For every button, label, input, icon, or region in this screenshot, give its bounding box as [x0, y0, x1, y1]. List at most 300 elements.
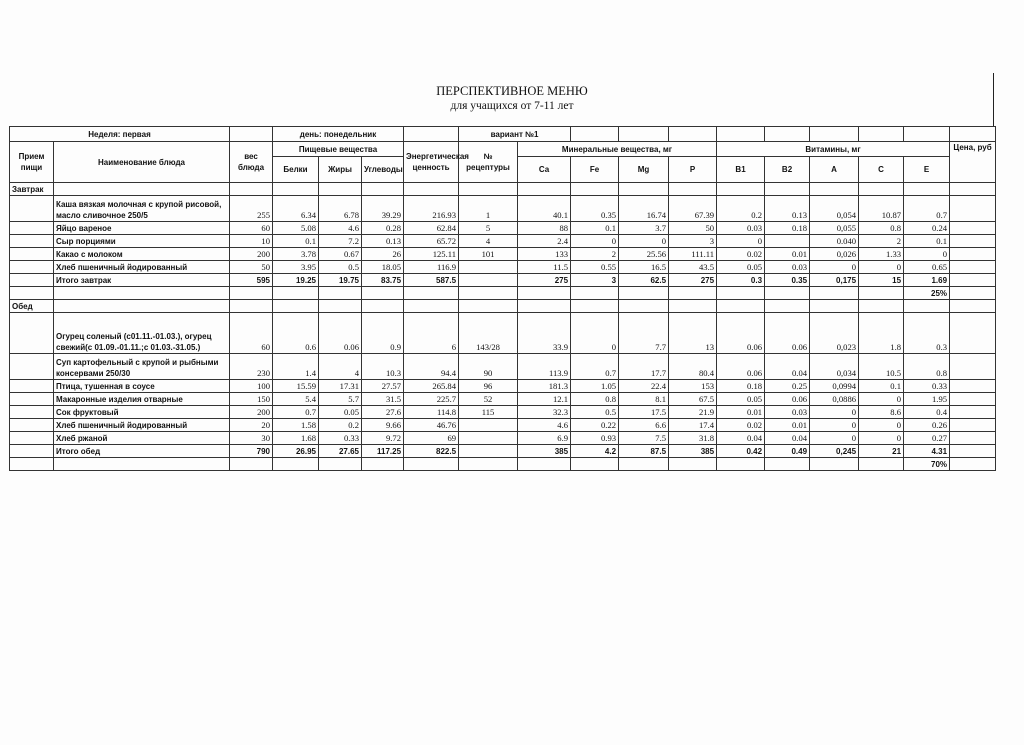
value-p: 50	[669, 222, 717, 235]
value-fe: 0.35	[571, 196, 619, 222]
page-title: ПЕРСПЕКТИВНОЕ МЕНЮ	[436, 84, 588, 98]
header-row-1	[10, 142, 996, 157]
section-row	[10, 300, 996, 313]
value-a: 0,026	[810, 248, 859, 261]
empty-cell	[54, 300, 230, 313]
value-carb: 9.66	[362, 419, 404, 432]
empty-cell	[619, 458, 669, 471]
value-b1: 0.18	[717, 380, 765, 393]
value-rec: 5	[459, 222, 518, 235]
value-fat: 17.31	[319, 380, 362, 393]
empty-cell	[810, 300, 859, 313]
value-ca: 33.9	[518, 313, 571, 354]
empty-cell	[904, 300, 950, 313]
value-e: 0.27	[904, 432, 950, 445]
empty-cell	[362, 183, 404, 196]
value-ca: 2.4	[518, 235, 571, 248]
weight-cell: 50	[230, 261, 273, 274]
value-rec	[459, 419, 518, 432]
value-e: 0.1	[904, 235, 950, 248]
table-row	[10, 393, 996, 406]
empty-cell	[518, 183, 571, 196]
total-label: Итого обед	[54, 445, 230, 458]
total-c: 21	[859, 445, 904, 458]
value-c: 0	[859, 419, 904, 432]
table-row	[10, 432, 996, 445]
value-fat: 6.78	[319, 196, 362, 222]
value-carb: 27.6	[362, 406, 404, 419]
value-e: 0.65	[904, 261, 950, 274]
price-cell	[950, 393, 996, 406]
empty-cell	[54, 287, 230, 300]
col-dish: Наименование блюда	[54, 142, 230, 183]
price-cell	[950, 222, 996, 235]
table-row	[10, 354, 996, 380]
value-en: 94.4	[404, 354, 459, 380]
total-a: 0,175	[810, 274, 859, 287]
value-ca: 12.1	[518, 393, 571, 406]
price-cell	[950, 406, 996, 419]
total-ca: 275	[518, 274, 571, 287]
value-pr: 1.68	[273, 432, 319, 445]
value-fat: 0.5	[319, 261, 362, 274]
value-ca: 32.3	[518, 406, 571, 419]
value-a: 0,023	[810, 313, 859, 354]
value-b2: 0.04	[765, 432, 810, 445]
value-fat: 5.7	[319, 393, 362, 406]
dish-name: Птица, тушенная в соусе	[54, 380, 230, 393]
table-row	[10, 406, 996, 419]
meal-cell	[10, 419, 54, 432]
value-pr: 0.1	[273, 235, 319, 248]
value-c: 0	[859, 393, 904, 406]
value-pr: 0.7	[273, 406, 319, 419]
value-fe: 0.8	[571, 393, 619, 406]
total-mg: 62.5	[619, 274, 669, 287]
total-b1: 0.3	[717, 274, 765, 287]
table-row	[10, 261, 996, 274]
dish-name: Хлеб ржаной	[54, 432, 230, 445]
value-p: 111.11	[669, 248, 717, 261]
value-mg: 0	[619, 235, 669, 248]
value-e: 0.7	[904, 196, 950, 222]
page-subtitle: для учащихся от 7-11 лет	[450, 100, 574, 112]
value-rec: 101	[459, 248, 518, 261]
meal-cell	[10, 432, 54, 445]
value-e: 0.26	[904, 419, 950, 432]
value-c: 0.8	[859, 222, 904, 235]
value-b1: 0.06	[717, 354, 765, 380]
empty-cell	[765, 300, 810, 313]
col-fe: Fe	[571, 157, 619, 183]
variant-label: вариант №1	[459, 127, 571, 142]
value-ca: 4.6	[518, 419, 571, 432]
total-b2: 0.49	[765, 445, 810, 458]
empty-cell	[362, 300, 404, 313]
value-carb: 9.72	[362, 432, 404, 445]
table-row	[10, 313, 996, 354]
value-c: 1.8	[859, 313, 904, 354]
dish-name: Хлеб пшеничный йодированный	[54, 419, 230, 432]
col-a: A	[810, 157, 859, 183]
empty-cell	[319, 183, 362, 196]
value-a: 0	[810, 406, 859, 419]
value-fe: 0.93	[571, 432, 619, 445]
value-b2: 0.03	[765, 261, 810, 274]
meal-cell	[10, 406, 54, 419]
value-a: 0	[810, 419, 859, 432]
value-fe: 0.5	[571, 406, 619, 419]
weight-cell: 30	[230, 432, 273, 445]
empty-cell	[230, 287, 273, 300]
value-p: 3	[669, 235, 717, 248]
empty-cell	[717, 300, 765, 313]
total-weight: 790	[230, 445, 273, 458]
value-e: 0	[904, 248, 950, 261]
value-b1: 0.02	[717, 419, 765, 432]
value-b2: 0.06	[765, 393, 810, 406]
weight-cell: 10	[230, 235, 273, 248]
value-pr: 3.95	[273, 261, 319, 274]
dish-name: Яйцо вареное	[54, 222, 230, 235]
empty-cell	[765, 183, 810, 196]
value-fe: 0.22	[571, 419, 619, 432]
value-a: 0.040	[810, 235, 859, 248]
empty-cell	[765, 458, 810, 471]
value-rec: 143/28	[459, 313, 518, 354]
value-b2: 0.25	[765, 380, 810, 393]
value-rec: 1	[459, 196, 518, 222]
value-fe: 2	[571, 248, 619, 261]
section-row	[10, 183, 996, 196]
total-fe: 4.2	[571, 445, 619, 458]
value-fe: 0.55	[571, 261, 619, 274]
meal-cell	[10, 445, 54, 458]
total-fe: 3	[571, 274, 619, 287]
price-cell	[950, 445, 996, 458]
price-cell	[950, 419, 996, 432]
total-en: 822.5	[404, 445, 459, 458]
col-ca: Ca	[518, 157, 571, 183]
value-b2: 0.01	[765, 419, 810, 432]
total-pr: 26.95	[273, 445, 319, 458]
value-mg: 3.7	[619, 222, 669, 235]
total-e: 1.69	[904, 274, 950, 287]
empty-cell	[518, 458, 571, 471]
value-a: 0,054	[810, 196, 859, 222]
value-ca: 133	[518, 248, 571, 261]
value-p: 43.5	[669, 261, 717, 274]
empty-cell	[810, 183, 859, 196]
col-mg: Mg	[619, 157, 669, 183]
percent-row	[10, 458, 996, 471]
value-carb: 10.3	[362, 354, 404, 380]
empty-cell	[230, 458, 273, 471]
value-rec: 52	[459, 393, 518, 406]
value-en: 265.84	[404, 380, 459, 393]
value-a: 0,0994	[810, 380, 859, 393]
value-b1: 0.2	[717, 196, 765, 222]
empty-cell	[810, 458, 859, 471]
value-e: 0.4	[904, 406, 950, 419]
menu-table	[9, 126, 996, 471]
value-b1: 0.04	[717, 432, 765, 445]
empty-cell	[950, 458, 996, 471]
dish-name: Сыр порциями	[54, 235, 230, 248]
col-c: C	[859, 157, 904, 183]
value-rec: 115	[459, 406, 518, 419]
empty-cell	[950, 300, 996, 313]
empty-cell	[319, 287, 362, 300]
value-c: 0.1	[859, 380, 904, 393]
value-mg: 25.56	[619, 248, 669, 261]
weight-cell: 60	[230, 222, 273, 235]
value-carb: 31.5	[362, 393, 404, 406]
empty-cell	[273, 287, 319, 300]
empty-cell	[859, 183, 904, 196]
weight-cell: 150	[230, 393, 273, 406]
dish-name: Огурец соленый (с01.11.-01.03.), огурец свежий(с 01.09.-01.11.;с 01.03.-31.05.)	[54, 313, 230, 354]
table-row	[10, 235, 996, 248]
price-cell	[950, 432, 996, 445]
value-carb: 0.9	[362, 313, 404, 354]
value-en: 65.72	[404, 235, 459, 248]
value-mg: 7.7	[619, 313, 669, 354]
value-rec: 96	[459, 380, 518, 393]
value-ca: 88	[518, 222, 571, 235]
dish-name: Какао с молоком	[54, 248, 230, 261]
meal-cell	[10, 248, 54, 261]
price-cell	[950, 354, 996, 380]
value-ca: 40.1	[518, 196, 571, 222]
empty-cell	[459, 300, 518, 313]
empty-cell	[669, 458, 717, 471]
empty-cell	[619, 300, 669, 313]
meal-cell	[10, 261, 54, 274]
empty-cell	[950, 183, 996, 196]
value-b2: 0.06	[765, 313, 810, 354]
col-carbs: Углеводы	[362, 157, 404, 183]
empty-cell	[859, 458, 904, 471]
section-label: Завтрак	[10, 183, 54, 196]
empty-cell	[54, 183, 230, 196]
col-b2: B2	[765, 157, 810, 183]
percent-cell: 70%	[904, 458, 950, 471]
meal-cell	[10, 222, 54, 235]
value-b1: 0.03	[717, 222, 765, 235]
total-p: 385	[669, 445, 717, 458]
meal-cell	[10, 313, 54, 354]
empty-cell	[459, 287, 518, 300]
value-rec: 4	[459, 235, 518, 248]
value-p: 13	[669, 313, 717, 354]
value-rec	[459, 432, 518, 445]
empty-cell	[669, 287, 717, 300]
value-a: 0,055	[810, 222, 859, 235]
value-rec: 90	[459, 354, 518, 380]
col-p: P	[669, 157, 717, 183]
value-ca: 11.5	[518, 261, 571, 274]
total-carb: 83.75	[362, 274, 404, 287]
empty-cell	[10, 287, 54, 300]
value-pr: 5.08	[273, 222, 319, 235]
empty-cell	[717, 287, 765, 300]
col-fat: Жиры	[319, 157, 362, 183]
weight-cell: 20	[230, 419, 273, 432]
col-e: E	[904, 157, 950, 183]
price-cell	[950, 196, 996, 222]
value-pr: 0.6	[273, 313, 319, 354]
empty-cell	[404, 458, 459, 471]
total-weight: 595	[230, 274, 273, 287]
value-mg: 16.74	[619, 196, 669, 222]
value-p: 31.8	[669, 432, 717, 445]
weight-cell: 100	[230, 380, 273, 393]
value-fe: 0	[571, 235, 619, 248]
value-mg: 8.1	[619, 393, 669, 406]
col-protein: Белки	[273, 157, 319, 183]
empty-cell	[273, 183, 319, 196]
value-mg: 16.5	[619, 261, 669, 274]
empty-cell	[319, 458, 362, 471]
total-rec	[459, 274, 518, 287]
value-e: 0.3	[904, 313, 950, 354]
table-row	[10, 380, 996, 393]
weight-cell: 230	[230, 354, 273, 380]
value-b1: 0.02	[717, 248, 765, 261]
total-rec	[459, 445, 518, 458]
col-nutrients: Пищевые вещества	[273, 142, 404, 157]
total-fat: 27.65	[319, 445, 362, 458]
empty-cell	[571, 458, 619, 471]
value-carb: 26	[362, 248, 404, 261]
col-minerals: Минеральные вещества, мг	[518, 142, 717, 157]
value-en: 6	[404, 313, 459, 354]
price-cell	[950, 274, 996, 287]
total-row	[10, 274, 996, 287]
empty-cell	[230, 300, 273, 313]
value-c: 8.6	[859, 406, 904, 419]
meal-cell	[10, 393, 54, 406]
value-b1: 0	[717, 235, 765, 248]
total-a: 0,245	[810, 445, 859, 458]
total-mg: 87.5	[619, 445, 669, 458]
empty-cell	[459, 458, 518, 471]
value-b2: 0.04	[765, 354, 810, 380]
price-cell	[950, 248, 996, 261]
value-fat: 0.06	[319, 313, 362, 354]
total-fat: 19.75	[319, 274, 362, 287]
value-pr: 1.4	[273, 354, 319, 380]
total-e: 4.31	[904, 445, 950, 458]
empty-cell	[571, 300, 619, 313]
empty-cell	[404, 183, 459, 196]
value-carb: 27.57	[362, 380, 404, 393]
dish-name: Хлеб пшеничный йодированный	[54, 261, 230, 274]
value-p: 17.4	[669, 419, 717, 432]
value-ca: 181.3	[518, 380, 571, 393]
value-p: 80.4	[669, 354, 717, 380]
empty-cell	[362, 458, 404, 471]
value-en: 125.11	[404, 248, 459, 261]
value-ca: 6.9	[518, 432, 571, 445]
dish-name: Суп картофельный с крупой и рыбными консервами 250/30	[54, 354, 230, 380]
week-label: Неделя: первая	[10, 127, 230, 142]
value-rec	[459, 261, 518, 274]
price-cell	[950, 380, 996, 393]
total-c: 15	[859, 274, 904, 287]
empty-cell	[571, 287, 619, 300]
value-en: 69	[404, 432, 459, 445]
table-row	[10, 248, 996, 261]
total-carb: 117.25	[362, 445, 404, 458]
empty-cell	[273, 458, 319, 471]
value-fat: 4.6	[319, 222, 362, 235]
col-b1: B1	[717, 157, 765, 183]
value-carb: 18.05	[362, 261, 404, 274]
value-mg: 7.5	[619, 432, 669, 445]
empty-cell	[518, 287, 571, 300]
total-pr: 19.25	[273, 274, 319, 287]
value-p: 67.5	[669, 393, 717, 406]
table-row	[10, 222, 996, 235]
total-en: 587.5	[404, 274, 459, 287]
total-b1: 0.42	[717, 445, 765, 458]
value-en: 46.76	[404, 419, 459, 432]
empty-cell	[810, 287, 859, 300]
value-carb: 39.29	[362, 196, 404, 222]
value-fat: 0.2	[319, 419, 362, 432]
value-fe: 1.05	[571, 380, 619, 393]
empty-cell	[950, 287, 996, 300]
empty-cell	[619, 287, 669, 300]
value-p: 67.39	[669, 196, 717, 222]
col-vitamins: Витамины, мг	[717, 142, 950, 157]
empty-cell	[619, 183, 669, 196]
value-a: 0	[810, 261, 859, 274]
empty-cell	[319, 300, 362, 313]
value-mg: 17.5	[619, 406, 669, 419]
value-e: 0.24	[904, 222, 950, 235]
value-c: 1.33	[859, 248, 904, 261]
weight-cell: 200	[230, 248, 273, 261]
col-recipe: № рецептуры	[459, 142, 518, 183]
col-energy: Энергетическая ценность	[404, 142, 459, 183]
percent-cell: 25%	[904, 287, 950, 300]
value-pr: 6.34	[273, 196, 319, 222]
value-en: 116.9	[404, 261, 459, 274]
dish-name: Каша вязкая молочная с крупой рисовой, масло сливочное 250/5	[54, 196, 230, 222]
value-c: 0	[859, 432, 904, 445]
empty-cell	[518, 300, 571, 313]
weight-cell: 255	[230, 196, 273, 222]
empty-cell	[717, 183, 765, 196]
empty-cell	[571, 183, 619, 196]
weight-cell: 60	[230, 313, 273, 354]
weight-cell: 200	[230, 406, 273, 419]
value-pr: 3.78	[273, 248, 319, 261]
value-c: 0	[859, 261, 904, 274]
meal-cell	[10, 274, 54, 287]
value-c: 10.87	[859, 196, 904, 222]
value-en: 114.8	[404, 406, 459, 419]
col-meal: Прием пищи	[10, 142, 54, 183]
empty-cell	[459, 183, 518, 196]
meal-cell	[10, 380, 54, 393]
value-fe: 0.1	[571, 222, 619, 235]
total-label: Итого завтрак	[54, 274, 230, 287]
info-row	[10, 127, 996, 142]
